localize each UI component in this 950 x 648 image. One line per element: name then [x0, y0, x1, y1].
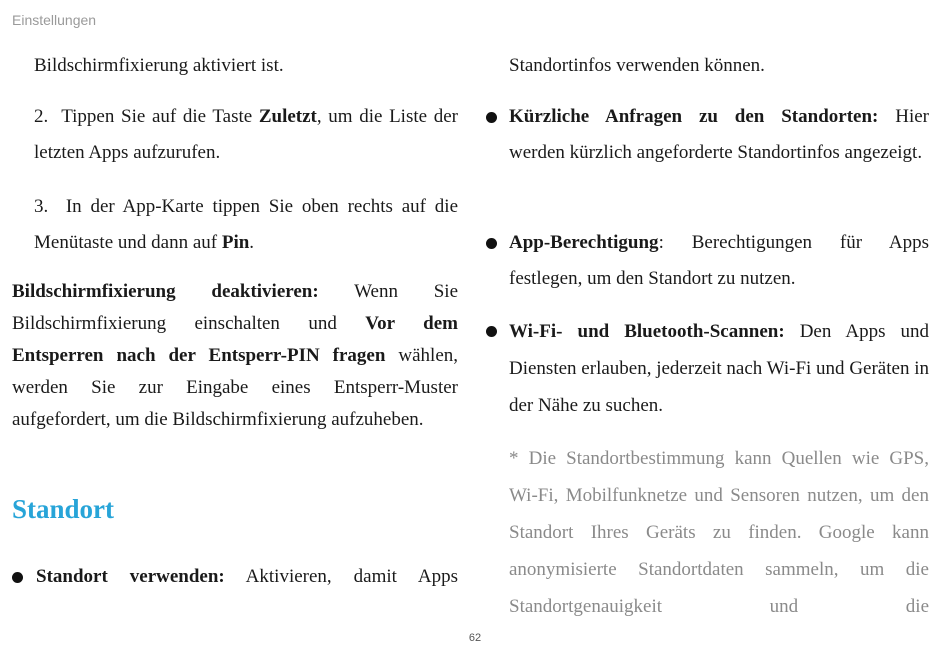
- bullet-icon: [486, 112, 497, 123]
- page-number: 62: [468, 632, 482, 644]
- continuation-line: Standortinfos verwenden können.: [509, 55, 765, 76]
- step-3-number: 3.: [34, 196, 49, 217]
- deactivate-paragraph: Bildschirmfixierung deaktivieren: Wenn Sie Bildschirmfixierung einschalten und Vor dem Entsperren nach der Entsperr-PIN fragen wählen, werden Sie zur Eingabe eines Entsperr-Muster aufgefordert, um die Bildschirmfixierung aufzuheben.: [12, 281, 458, 430]
- step-3: 3. In der App-Karte tippen Sie oben rechts auf die Menütaste und dann auf Pin.: [34, 196, 459, 253]
- bullet-icon: [486, 326, 497, 337]
- section-heading-standort: Standort: [12, 494, 115, 524]
- header-title: Einstellungen: [12, 12, 97, 28]
- bullet-app-permission: App-Berechtigung: Berechtigungen für Apps festlegen, um den Standort zu nutzen.: [509, 232, 929, 289]
- bullet-recent-requests: Kürzliche Anfragen zu den Standorten: Hier werden kürzlich angeforderte Standortinfos angezeigt.: [509, 106, 930, 163]
- location-note: * Die Standortbestimmung kann Quellen wie GPS, Wi-Fi, Mobilfunknetze und Sensoren nutzen, um den Standort Ihres Geräts zu finden. Google kann anonymisierte Standortdaten sammeln, um die Standortgenauigkeit und die: [509, 448, 929, 617]
- step-2-keyword: Zuletzt: [258, 106, 317, 127]
- step-2-number: 2.: [34, 106, 49, 127]
- step-3-keyword: Pin: [221, 232, 250, 253]
- step-2: 2. Tippen Sie auf die Taste Zuletzt, um die Liste der letzten Apps aufzurufen.: [34, 106, 458, 163]
- bullet-wifi-bluetooth-scan: Wi-Fi- und Bluetooth-Scannen: Den Apps und Diensten erlauben, jederzeit nach Wi-Fi und Geräten in der Nähe zu suchen.: [509, 321, 929, 416]
- bullet-standort-verwenden: Standort verwenden: Aktivieren, damit Apps: [36, 566, 458, 587]
- intro-line: Bildschirmfixierung aktiviert ist.: [34, 55, 284, 76]
- bullet-icon: [12, 572, 23, 583]
- bullet-icon: [486, 238, 497, 249]
